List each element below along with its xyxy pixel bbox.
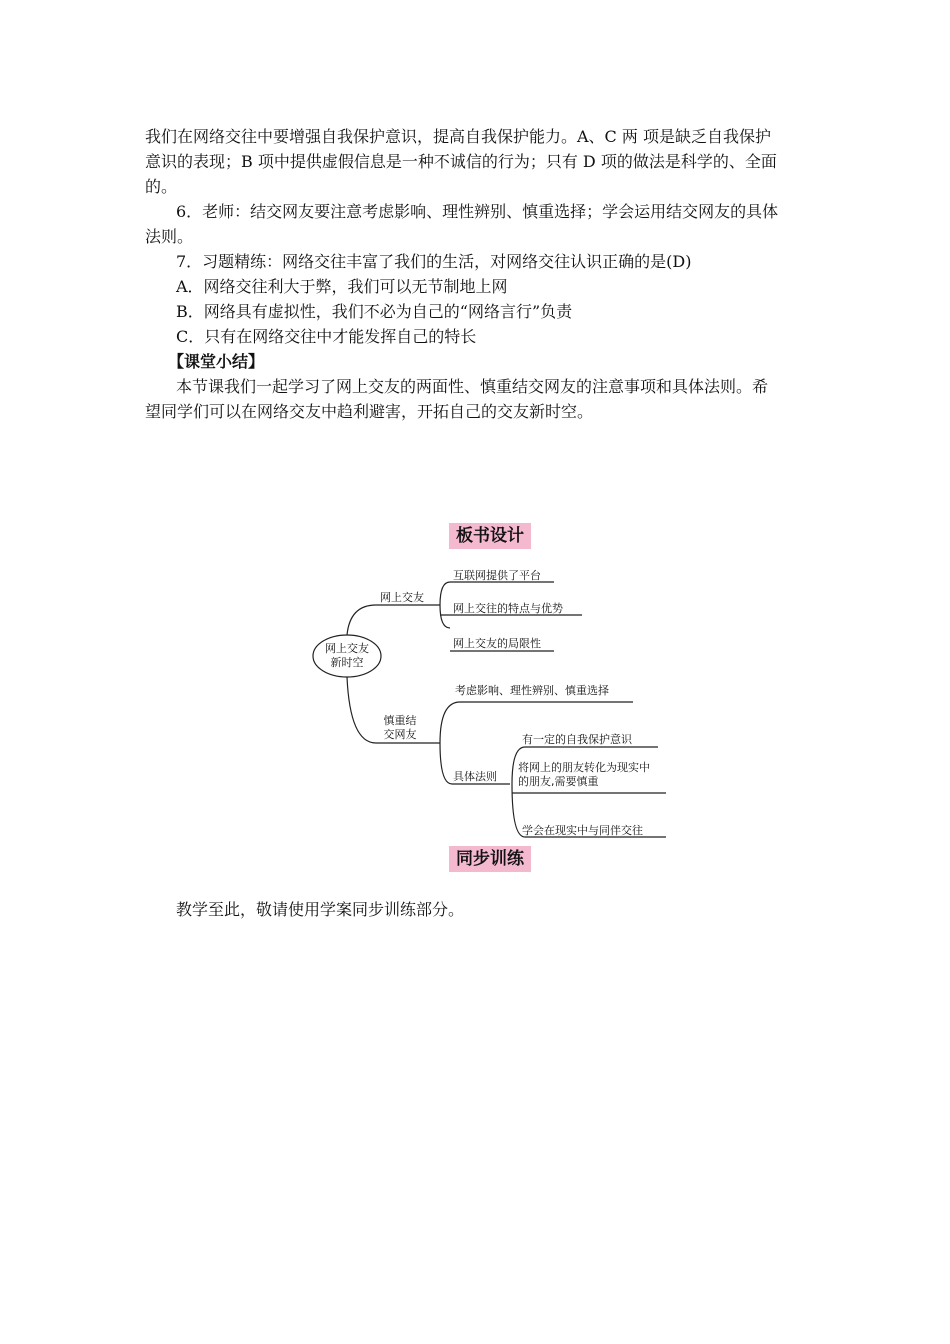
leaf-label: 网上交往的特点与优势 xyxy=(453,602,563,615)
paragraph-line: 法则。 xyxy=(145,227,194,246)
rule-label: 将网上的朋友转化为现实中 xyxy=(518,761,650,774)
leaf-label: 考虑影响、理性辨别、慎重选择 xyxy=(455,684,609,697)
connector xyxy=(440,582,450,628)
sync-training-title: 同步训练 xyxy=(449,846,531,872)
connector xyxy=(347,605,440,635)
sync-training-text: 教学至此，敬请使用学案同步训练部分。 xyxy=(176,900,465,919)
center-node-label: 新时空 xyxy=(330,656,364,669)
board-design-title: 板书设计 xyxy=(449,523,531,549)
summary-line: 本节课我们一起学习了网上交友的两面性、慎重结交网友的注意事项和具体法则。希 xyxy=(176,377,769,396)
option-a: A．网络交往利大于弊，我们可以无节制地上网 xyxy=(176,277,508,296)
sub-branch-label: 具体法则 xyxy=(453,770,497,783)
leaf-label: 互联网提供了平台 xyxy=(453,569,541,582)
branch-label: 慎重结 xyxy=(383,714,417,727)
center-node-label: 网上交友 xyxy=(325,642,369,655)
summary-heading: 【课堂小结】 xyxy=(168,352,265,371)
exercise-question: 7．习题精练：网络交往丰富了我们的生活，对网络交往认识正确的是(D) xyxy=(176,252,692,271)
leaf-label: 网上交友的局限性 xyxy=(453,637,541,650)
paragraph-line: 意识的表现；B 项中提供虚假信息是一种不诚信的行为；只有 D 项的做法是科学的、全面 xyxy=(145,152,777,171)
summary-line: 望同学们可以在网络交友中趋利避害，开拓自己的交友新时空。 xyxy=(145,402,594,421)
paragraph-line: 我们在网络交往中要增强自我保护意识，提高自我保护能力。A、C 两 项是缺乏自我保护 xyxy=(145,127,771,146)
rule-label: 的朋友,需要慎重 xyxy=(518,775,599,788)
branch-label: 网上交友 xyxy=(380,591,424,604)
branch-label: 交网友 xyxy=(383,728,417,741)
paragraph-line: 的。 xyxy=(145,177,178,196)
rule-label: 有一定的自我保护意识 xyxy=(522,733,632,746)
rule-label: 学会在现实中与同伴交往 xyxy=(522,824,643,837)
option-b: B．网络具有虚拟性，我们不必为自己的“网络言行”负责 xyxy=(176,302,573,321)
option-c: C．只有在网络交往中才能发挥自己的特长 xyxy=(176,327,477,346)
mind-map xyxy=(300,555,680,850)
paragraph-line: 6．老师：结交网友要注意考虑影响、理性辨别、慎重选择；学会运用结交网友的具体 xyxy=(176,202,779,221)
